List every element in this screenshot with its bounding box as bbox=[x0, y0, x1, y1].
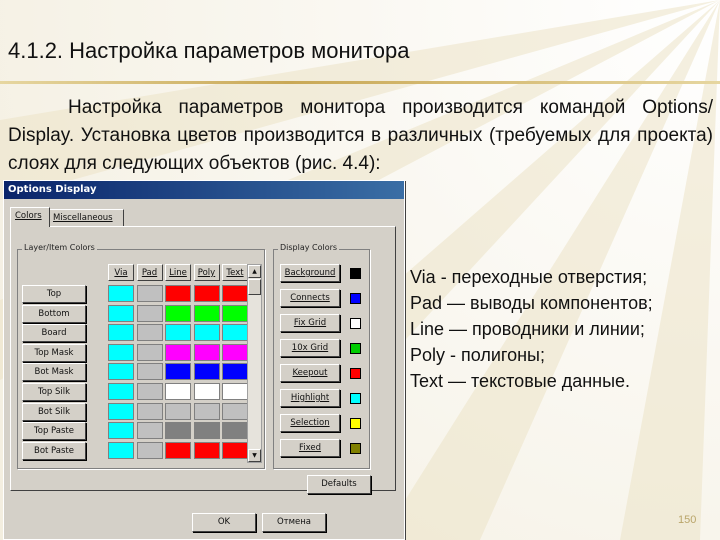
display-color-button[interactable]: 10x Grid bbox=[280, 339, 340, 357]
layer-row-button[interactable]: Top bbox=[22, 285, 86, 303]
color-cell[interactable] bbox=[222, 403, 248, 420]
column-header-text[interactable]: Text bbox=[222, 264, 248, 281]
color-cell[interactable] bbox=[165, 324, 191, 341]
layer-row-button[interactable]: Top Silk bbox=[22, 383, 86, 401]
color-cell[interactable] bbox=[165, 363, 191, 380]
color-cell[interactable] bbox=[222, 422, 248, 439]
color-cell[interactable] bbox=[165, 383, 191, 400]
title-divider bbox=[0, 81, 720, 84]
display-color-button[interactable]: Fixed bbox=[280, 439, 340, 457]
color-cell[interactable] bbox=[165, 442, 191, 459]
color-cell[interactable] bbox=[137, 305, 163, 322]
list-item: Text — текстовые данные. bbox=[410, 371, 631, 391]
object-type-list bbox=[410, 264, 653, 394]
color-cell[interactable] bbox=[108, 324, 134, 341]
color-swatch bbox=[350, 368, 361, 379]
list-item: Line — проводники и линии; bbox=[410, 319, 645, 339]
tab-colors[interactable]: Colors bbox=[10, 207, 50, 227]
cancel-button[interactable]: Отмена bbox=[262, 513, 326, 532]
display-colors-group bbox=[273, 243, 370, 469]
color-cell[interactable] bbox=[108, 305, 134, 322]
color-cell[interactable] bbox=[222, 383, 248, 400]
color-cell[interactable] bbox=[222, 285, 248, 302]
display-color-button[interactable]: Keepout bbox=[280, 364, 340, 382]
color-cell[interactable] bbox=[137, 363, 163, 380]
color-cell[interactable] bbox=[137, 324, 163, 341]
color-cell[interactable] bbox=[108, 344, 134, 361]
colors-panel bbox=[10, 226, 396, 491]
color-cell[interactable] bbox=[137, 442, 163, 459]
display-colors-group-label: Display Colors bbox=[280, 243, 338, 252]
color-cell[interactable] bbox=[222, 344, 248, 361]
color-cell[interactable] bbox=[194, 422, 220, 439]
ok-button[interactable]: OK bbox=[192, 513, 256, 532]
display-color-button[interactable]: Fix Grid bbox=[280, 314, 340, 332]
color-swatch bbox=[350, 393, 361, 404]
color-cell[interactable] bbox=[137, 285, 163, 302]
layer-row-button[interactable]: Bot Mask bbox=[22, 363, 86, 381]
color-cell[interactable] bbox=[194, 285, 220, 302]
color-cell[interactable] bbox=[108, 285, 134, 302]
options-display-dialog bbox=[3, 180, 405, 540]
color-cell[interactable] bbox=[108, 383, 134, 400]
paragraph-text: Настройка параметров монитора производится командой Options/ Display. Установка цветов производится в различных (требуемых для проекта) слоях для следующих объектов (рис. 4.4): bbox=[8, 97, 713, 174]
color-cell[interactable] bbox=[222, 305, 248, 322]
column-header-via[interactable]: Via bbox=[108, 264, 134, 281]
dialog-title: Options Display bbox=[4, 181, 404, 199]
color-cell[interactable] bbox=[137, 403, 163, 420]
tab-miscellaneous[interactable]: Miscellaneous bbox=[48, 209, 124, 227]
display-color-button[interactable]: Highlight bbox=[280, 389, 340, 407]
color-cell[interactable] bbox=[108, 403, 134, 420]
color-cell[interactable] bbox=[194, 305, 220, 322]
color-swatch bbox=[350, 343, 361, 354]
color-cell[interactable] bbox=[108, 442, 134, 459]
color-cell[interactable] bbox=[165, 344, 191, 361]
page-number: 150 bbox=[678, 514, 697, 526]
column-header-poly[interactable]: Poly bbox=[194, 264, 220, 281]
scroll-down-arrow-icon[interactable]: ▼ bbox=[248, 449, 261, 462]
layer-colors-group bbox=[17, 243, 265, 469]
color-cell[interactable] bbox=[222, 324, 248, 341]
color-cell[interactable] bbox=[194, 324, 220, 341]
color-cell[interactable] bbox=[222, 363, 248, 380]
list-item: Pad — выводы компонентов; bbox=[410, 293, 653, 313]
color-cell[interactable] bbox=[108, 422, 134, 439]
display-color-button[interactable]: Selection bbox=[280, 414, 340, 432]
color-cell[interactable] bbox=[194, 442, 220, 459]
column-header-pad[interactable]: Pad bbox=[137, 264, 163, 281]
color-cell[interactable] bbox=[222, 442, 248, 459]
color-cell[interactable] bbox=[137, 383, 163, 400]
color-cell[interactable] bbox=[165, 422, 191, 439]
color-cell[interactable] bbox=[194, 383, 220, 400]
color-swatch bbox=[350, 293, 361, 304]
layer-colors-group-label: Layer/Item Colors bbox=[24, 243, 95, 252]
color-cell[interactable] bbox=[137, 344, 163, 361]
color-swatch bbox=[350, 418, 361, 429]
column-header-line[interactable]: Line bbox=[165, 264, 191, 281]
scroll-up-arrow-icon[interactable]: ▲ bbox=[248, 265, 261, 278]
layer-row-button[interactable]: Board bbox=[22, 324, 86, 342]
list-item: Via - переходные отверстия; bbox=[410, 267, 648, 287]
list-item: Poly - полигоны; bbox=[410, 345, 545, 365]
display-color-button[interactable]: Connects bbox=[280, 289, 340, 307]
slide-title: 4.1.2. Настройка параметров монитора bbox=[8, 38, 410, 63]
color-cell[interactable] bbox=[137, 422, 163, 439]
scroll-thumb[interactable] bbox=[248, 279, 261, 295]
color-swatch bbox=[350, 443, 361, 454]
body-paragraph bbox=[8, 94, 713, 178]
color-cell[interactable] bbox=[194, 344, 220, 361]
color-cell[interactable] bbox=[194, 363, 220, 380]
layer-row-button[interactable]: Top Paste bbox=[22, 422, 86, 440]
color-cell[interactable] bbox=[165, 285, 191, 302]
color-cell[interactable] bbox=[165, 403, 191, 420]
color-swatch bbox=[350, 268, 361, 279]
color-cell[interactable] bbox=[165, 305, 191, 322]
layer-row-button[interactable]: Bot Paste bbox=[22, 442, 86, 460]
layer-row-button[interactable]: Bot Silk bbox=[22, 403, 86, 421]
color-cell[interactable] bbox=[108, 363, 134, 380]
layer-row-button[interactable]: Top Mask bbox=[22, 344, 86, 362]
defaults-button[interactable]: Defaults bbox=[307, 475, 371, 494]
color-swatch bbox=[350, 318, 361, 329]
display-color-button[interactable]: Background bbox=[280, 264, 340, 282]
grid-scrollbar[interactable] bbox=[247, 264, 262, 463]
color-cell[interactable] bbox=[194, 403, 220, 420]
layer-row-button[interactable]: Bottom bbox=[22, 305, 86, 323]
